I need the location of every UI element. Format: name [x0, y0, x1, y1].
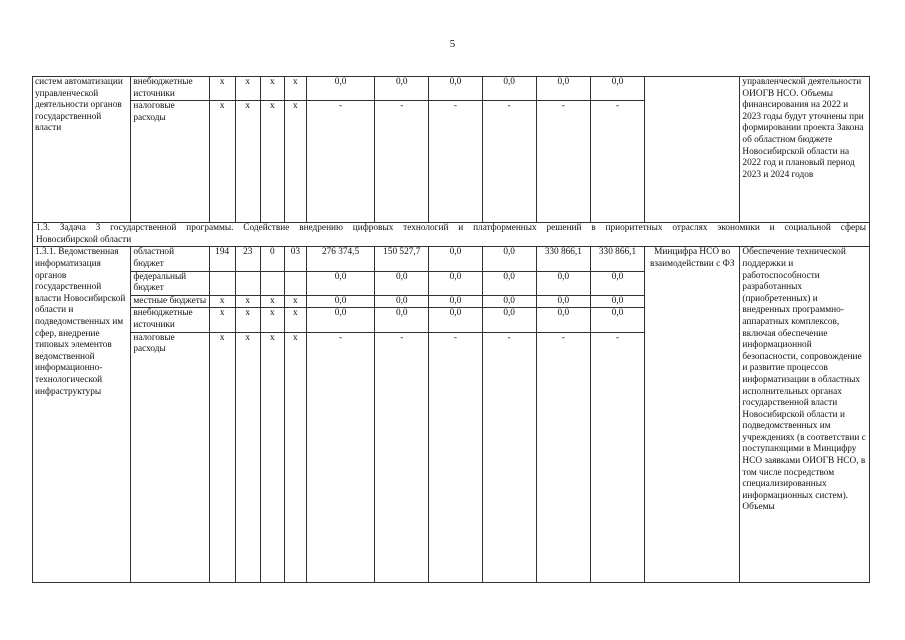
value-cell: 0,0	[590, 77, 644, 101]
value-cell: 0,0	[482, 271, 536, 295]
code-cell: х	[284, 308, 306, 332]
code-cell: х	[284, 77, 306, 101]
value-cell: 0,0	[375, 295, 429, 308]
code-cell: х	[209, 332, 235, 582]
value-cell: 0,0	[590, 308, 644, 332]
value-cell: -	[482, 101, 536, 223]
value-cell: 0,0	[536, 308, 590, 332]
code-cell	[235, 271, 260, 295]
value-cell: -	[375, 101, 429, 223]
value-cell: 0,0	[306, 77, 374, 101]
code-cell: х	[235, 332, 260, 582]
code-cell: х	[260, 77, 284, 101]
code-cell: х	[284, 332, 306, 582]
value-cell: -	[482, 332, 536, 582]
activity-name-cell: систем автоматизации управленческой деятельности органов государственной власти	[33, 77, 131, 223]
code-cell: х	[284, 101, 306, 223]
code-cell: х	[209, 77, 235, 101]
code-cell: 03	[284, 247, 306, 271]
activity-name-cell: 1.3.1. Ведомственная информатизация органов государственной власти Новосибирской области и подведомственных им сфер, внедрение типовых элементов ведомственной информационно-технологической инфраструктуры	[33, 247, 131, 582]
page-number: 5	[449, 38, 456, 50]
result-cell: Обеспечение технической поддержки и работоспособности разработанных (приобретенных) и внедренных программно-аппаратных комплексов, включая обеспечение информационной безопасности, сопровождение и развитие процессов информатизации в областных исполнительных органах государственной власти Новосибирской области и подведомственных им учреждениях (в соответствии с поступающими в Минцифру НСО заявками ОИОГВ НСО, в том числе посредством специализированных информационных систем). Объемы	[740, 247, 870, 582]
value-cell: 0,0	[536, 271, 590, 295]
code-cell: х	[284, 295, 306, 308]
value-cell: 0,0	[536, 295, 590, 308]
section-heading	[33, 223, 870, 247]
value-cell: 0,0	[306, 271, 374, 295]
code-cell: 0	[260, 247, 284, 271]
value-cell: 0,0	[482, 77, 536, 101]
program-table	[32, 76, 870, 583]
value-cell: 0,0	[429, 247, 482, 271]
code-cell: 194	[209, 247, 235, 271]
code-cell	[260, 271, 284, 295]
code-cell: х	[209, 101, 235, 223]
value-cell: 0,0	[375, 308, 429, 332]
funding-source-cell: местные бюджеты	[131, 295, 209, 308]
executor-cell: Минцифра НСО во взаимодействии с ФЗ	[645, 247, 740, 582]
code-cell: х	[260, 295, 284, 308]
value-cell: 0,0	[429, 271, 482, 295]
value-cell: -	[375, 332, 429, 582]
value-cell: 330 866,1	[536, 247, 590, 271]
value-cell: 0,0	[536, 77, 590, 101]
value-cell: 0,0	[482, 247, 536, 271]
value-cell: 330 866,1	[590, 247, 644, 271]
code-cell	[284, 271, 306, 295]
code-cell: 23	[235, 247, 260, 271]
section-heading-line: Новосибирской области	[36, 234, 132, 245]
code-cell: х	[260, 308, 284, 332]
value-cell: 0,0	[590, 295, 644, 308]
value-cell: 0,0	[482, 295, 536, 308]
funding-source-cell: налоговые расходы	[131, 101, 209, 223]
value-cell: 150 527,7	[375, 247, 429, 271]
value-cell: 0,0	[429, 308, 482, 332]
value-cell: 0,0	[429, 77, 482, 101]
code-cell	[209, 271, 235, 295]
funding-source-cell: областной бюджет	[131, 247, 209, 271]
code-cell: х	[235, 308, 260, 332]
table-row	[33, 77, 870, 101]
value-cell: 0,0	[375, 271, 429, 295]
value-cell: -	[590, 101, 644, 223]
value-cell: 0,0	[375, 77, 429, 101]
executor-cell	[645, 77, 740, 223]
section-heading-row	[33, 223, 870, 247]
value-cell: -	[306, 101, 374, 223]
value-cell: -	[536, 101, 590, 223]
funding-source-cell: федеральный бюджет	[131, 271, 209, 295]
value-cell: 0,0	[482, 308, 536, 332]
value-cell: -	[590, 332, 644, 582]
value-cell: 0,0	[306, 308, 374, 332]
value-cell: 0,0	[429, 295, 482, 308]
value-cell: -	[429, 332, 482, 582]
funding-source-cell: внебюджетные источники	[131, 77, 209, 101]
funding-source-cell: налоговые расходы	[131, 332, 209, 582]
result-cell: управленческой деятельности ОИОГВ НСО. Объемы финансирования на 2022 и 2023 годы будут уточнены при формировании проекта Закона об областном бюджете Новосибирской области на 2022 год и плановый период 2023 и 2024 годов	[740, 77, 870, 223]
code-cell: х	[235, 77, 260, 101]
section-heading-line: 1.3. Задача 3 государственной программы. Содействие внедрению цифровых технологий и платформенных решений в приоритетных отраслях экономики и социальной сферы	[36, 223, 866, 234]
funding-source-cell: внебюджетные источники	[131, 308, 209, 332]
value-cell: -	[536, 332, 590, 582]
value-cell: -	[306, 332, 374, 582]
code-cell: х	[209, 308, 235, 332]
value-cell: -	[429, 101, 482, 223]
code-cell: х	[235, 101, 260, 223]
value-cell: 276 374,5	[306, 247, 374, 271]
value-cell: 0,0	[590, 271, 644, 295]
table-row	[33, 247, 870, 271]
code-cell: х	[209, 295, 235, 308]
code-cell: х	[260, 332, 284, 582]
code-cell: х	[235, 295, 260, 308]
value-cell: 0,0	[306, 295, 374, 308]
code-cell: х	[260, 101, 284, 223]
